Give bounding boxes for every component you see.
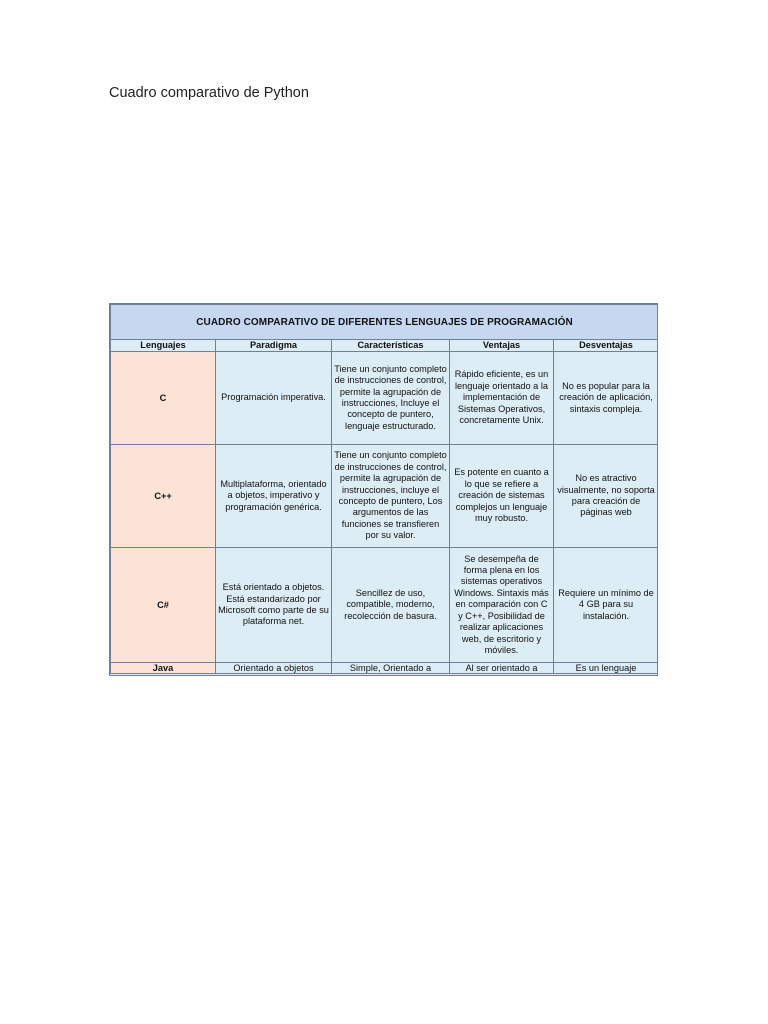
disadvantages-cell: No es atractivo visualmente, no soporta para creación de páginas web <box>554 445 659 548</box>
paradigm-cell: Orientado a objetos <box>216 663 332 674</box>
table-title-row <box>111 305 659 340</box>
table-title: CUADRO COMPARATIVO DE DIFERENTES LENGUAJES DE PROGRAMACIÓN <box>111 305 659 340</box>
paradigm-cell: Multiplataforma, orientado a objetos, imperativo y programación genérica. <box>216 445 332 548</box>
header-lenguajes: Lenguajes <box>111 340 216 352</box>
document-title: Cuadro comparativo de Python <box>109 85 309 101</box>
advantages-cell: Se desempeña de forma plena en los sistemas operativos Windows. Sintaxis más en comparación con C y C++, Posibilidad de realizar aplicaciones web, de escritorio y móviles. <box>450 548 554 663</box>
comparison-table <box>110 304 658 674</box>
table-header-row <box>111 340 659 352</box>
comparison-table-container <box>109 303 658 676</box>
table-row <box>111 548 659 663</box>
header-ventajas: Ventajas <box>450 340 554 352</box>
features-cell: Sencillez de uso, compatible, moderno, recolección de basura. <box>332 548 450 663</box>
disadvantages-cell: Requiere un mínimo de 4 GB para su instalación. <box>554 548 659 663</box>
features-cell: Tiene un conjunto completo de instrucciones de control, permite la agrupación de instrucciones, Incluye el concepto de puntero, lenguaje estructurado. <box>332 352 450 445</box>
table-row <box>111 663 659 674</box>
table-row <box>111 445 659 548</box>
advantages-cell: Es potente en cuanto a lo que se refiere a creación de sistemas complejos un lenguaje muy robusto. <box>450 445 554 548</box>
disadvantages-cell: Es un lenguaje <box>554 663 659 674</box>
disadvantages-cell: No es popular para la creación de aplicación, sintaxis compleja. <box>554 352 659 445</box>
language-cell: Java <box>111 663 216 674</box>
language-cell: C# <box>111 548 216 663</box>
paradigm-cell: Programación imperativa. <box>216 352 332 445</box>
language-cell: C++ <box>111 445 216 548</box>
language-cell: C <box>111 352 216 445</box>
advantages-cell: Rápido eficiente, es un lenguaje orientado a la implementación de Sistemas Operativos, concretamente Unix. <box>450 352 554 445</box>
features-cell: Simple, Orientado a <box>332 663 450 674</box>
features-cell: Tiene un conjunto completo de instrucciones de control, permite la agrupación de instrucciones, incluye el concepto de puntero, Los argumentos de las funciones se transfieren por su valor. <box>332 445 450 548</box>
paradigm-cell: Está orientado a objetos. Está estandarizado por Microsoft como parte de su plataforma net. <box>216 548 332 663</box>
advantages-cell: Al ser orientado a <box>450 663 554 674</box>
table-row <box>111 352 659 445</box>
header-caracteristicas: Características <box>332 340 450 352</box>
header-paradigma: Paradigma <box>216 340 332 352</box>
header-desventajas: Desventajas <box>554 340 659 352</box>
